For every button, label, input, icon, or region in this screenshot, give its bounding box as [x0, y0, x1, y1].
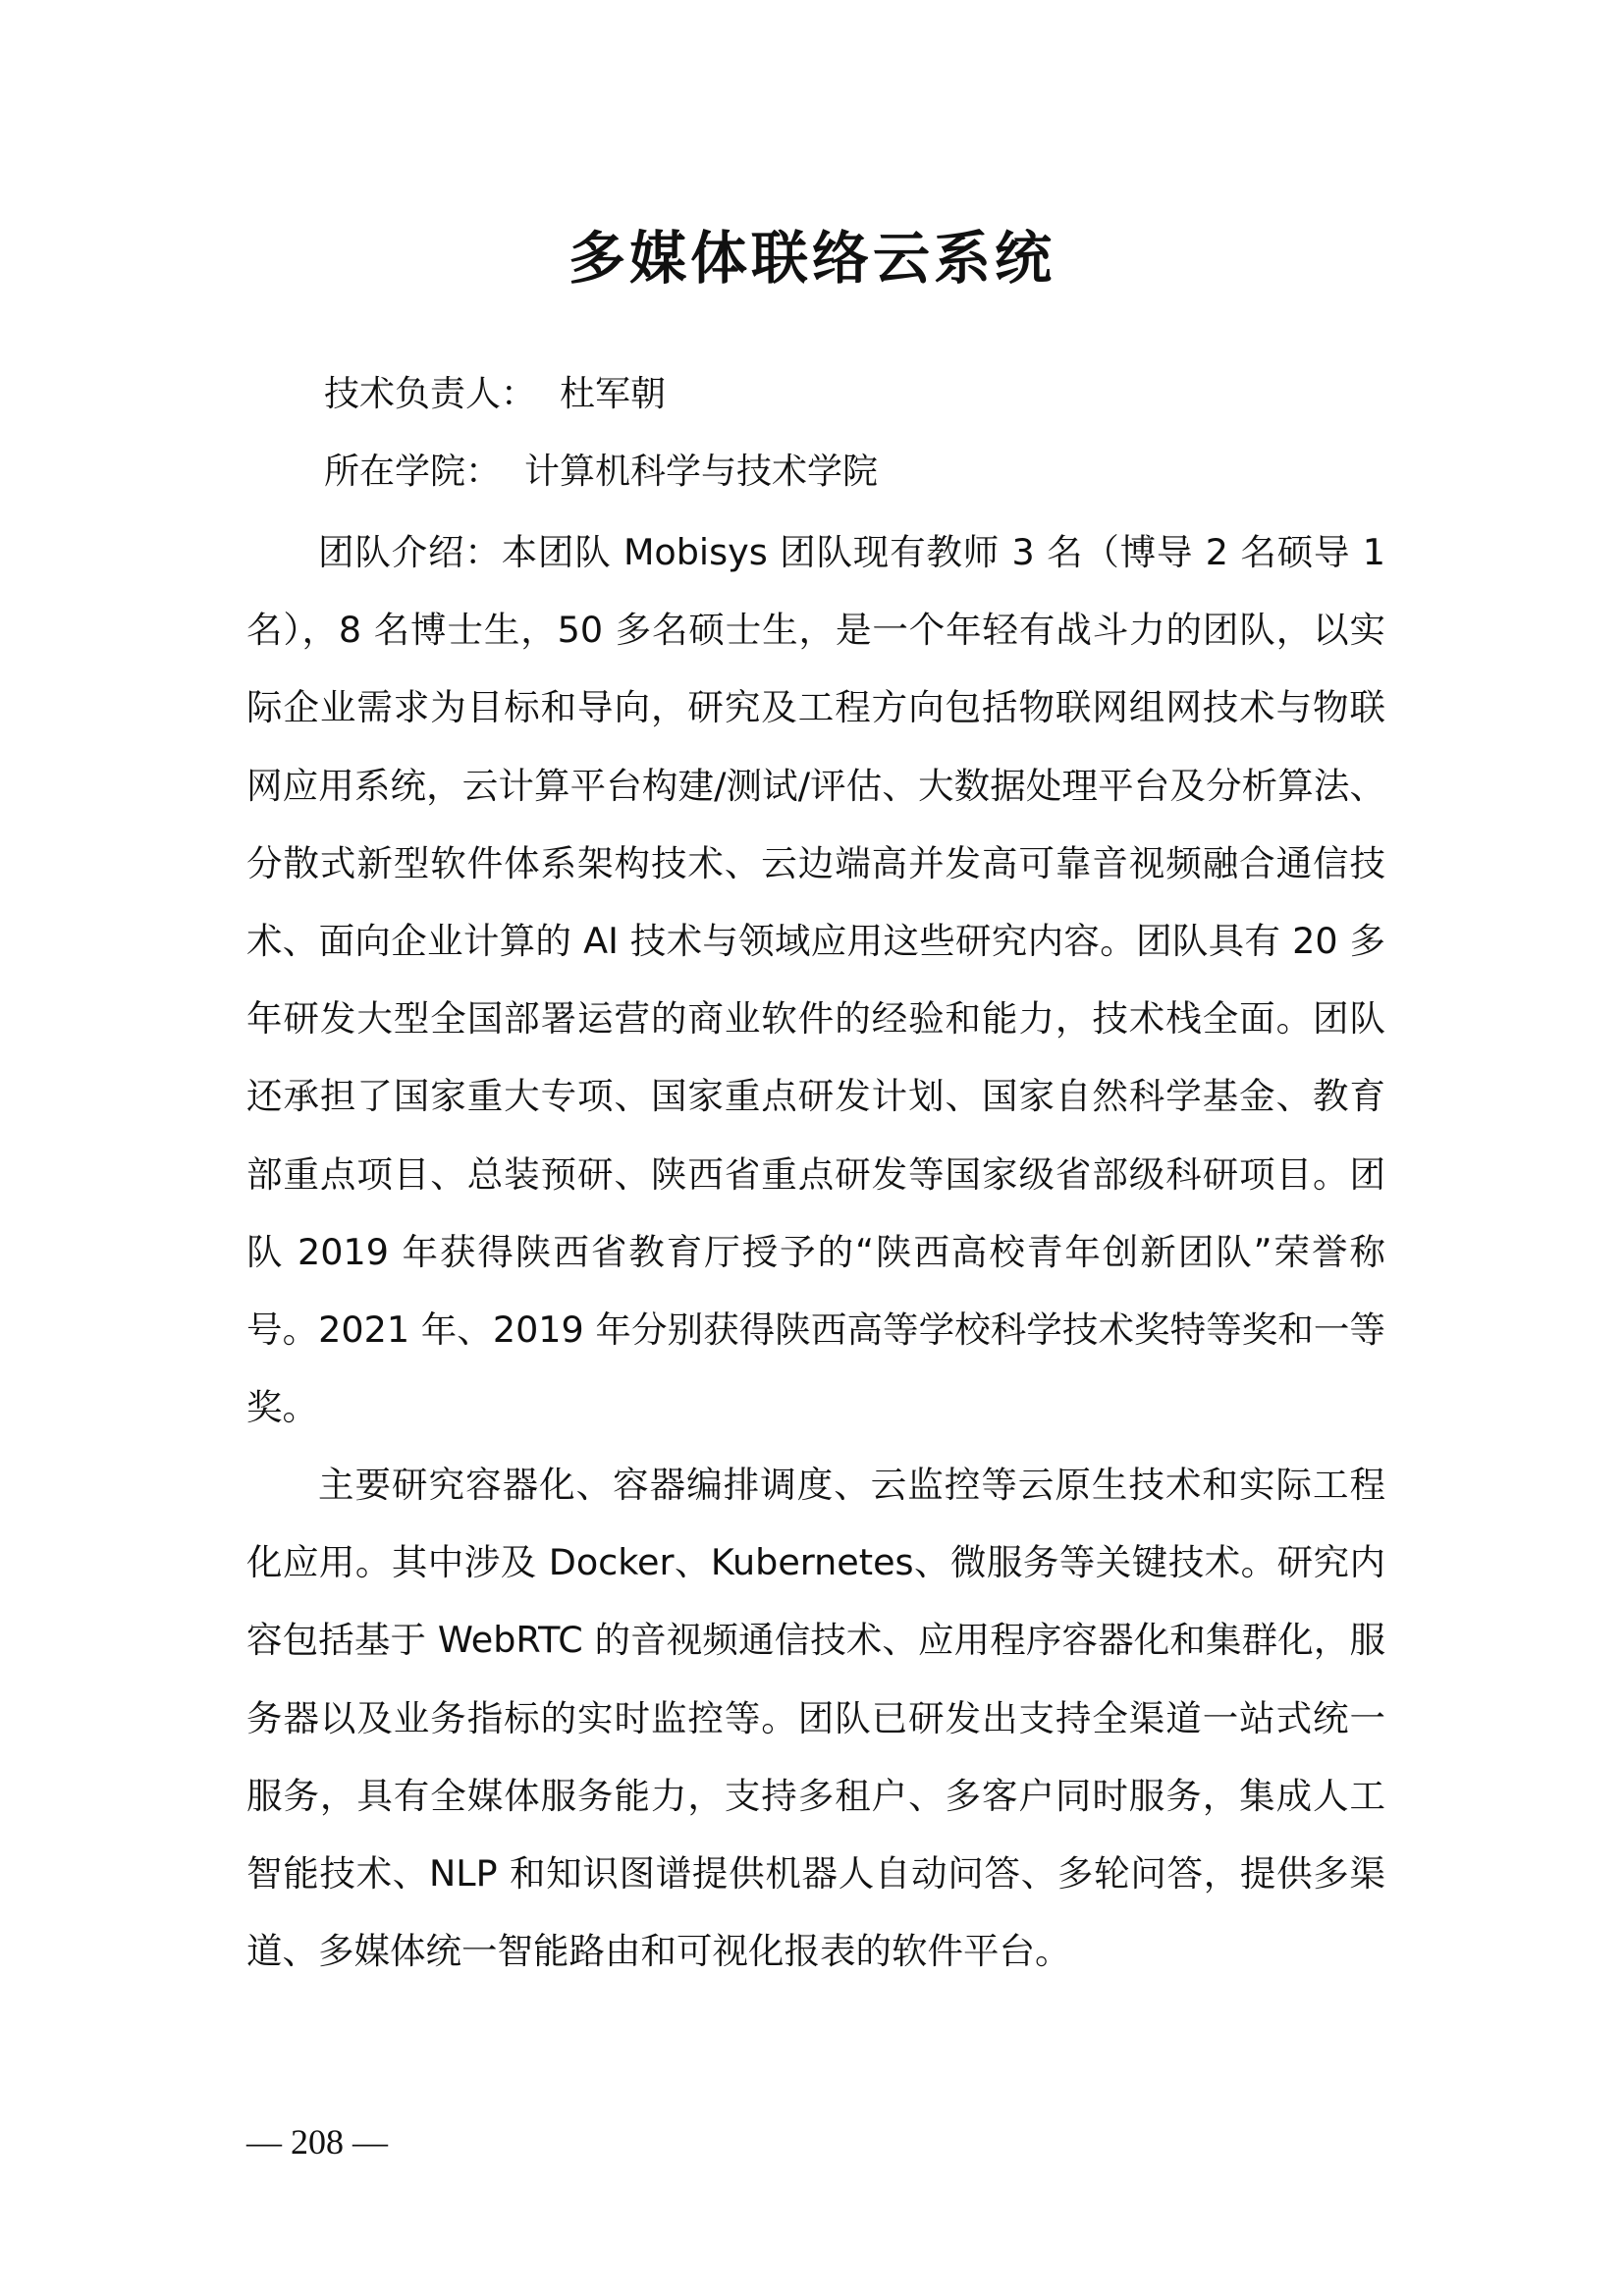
college-label: 所在学院： [324, 452, 502, 492]
research-paragraph: 主要研究容器化、容器编排调度、云监控等云原生技术和实际工程化应用。其中涉及 Docker、Kubernetes、微服务等关键技术。研究内容包括基于 WebRTC 的音视频通信技术、应用程序容器化和集群化，服务器以及业务指标的实时监控等。团队已研发出支持全渠道一站式统一服务，具有全媒体服务能力，支持多租户、多客户同时服务，集成人工智能技术、NLP 和知识图谱提供机器人自动问答、多轮问答，提供多渠道、多媒体统一智能路由和可视化报表的软件平台。 [246, 1464, 1385, 1973]
team-intro-paragraph: 团队介绍：本团队 Mobisys 团队现有教师 3 名（博导 2 名硕导 1 名），8 名博士生，50 多名硕士生，是一个年轻有战斗力的团队，以实际企业需求为目标和导向，研究及工程方向包括物联网组网技术与物联网应用系统，云计算平台构建/测试/评估、大数据处理平台及分析算法、分散式新型软件体系架构技术、云边端高并发高可靠音视频融合通信技术、面向企业计算的 AI 技术与领域应用这些研究内容。团队具有 20 多年研发大型全国部署运营的商业软件的经验和能力，技术栈全面。团队还承担了国家重大专项、国家重点研发计划、国家自然科学基金、教育部重点项目、总装预研、陕西省重点研发等国家级省部级科研项目。团队 2019 年获得陕西省教育厅授予的“陕西高校青年创新团队”荣誉称号。2021 年、2019 年分别获得陕西高等学校科学技术奖特等奖和一等奖。 [246, 531, 1385, 1429]
tech-leader-name: 杜军朝 [560, 374, 667, 414]
page-number: — 208 — [246, 2122, 388, 2162]
tech-leader-label: 技术负责人： [324, 374, 537, 414]
page-title: 多媒体联络云系统 [568, 225, 1056, 292]
tech-leader-line [324, 370, 666, 419]
college-name: 计算机科学与技术学院 [524, 452, 879, 492]
college-line [324, 448, 878, 497]
